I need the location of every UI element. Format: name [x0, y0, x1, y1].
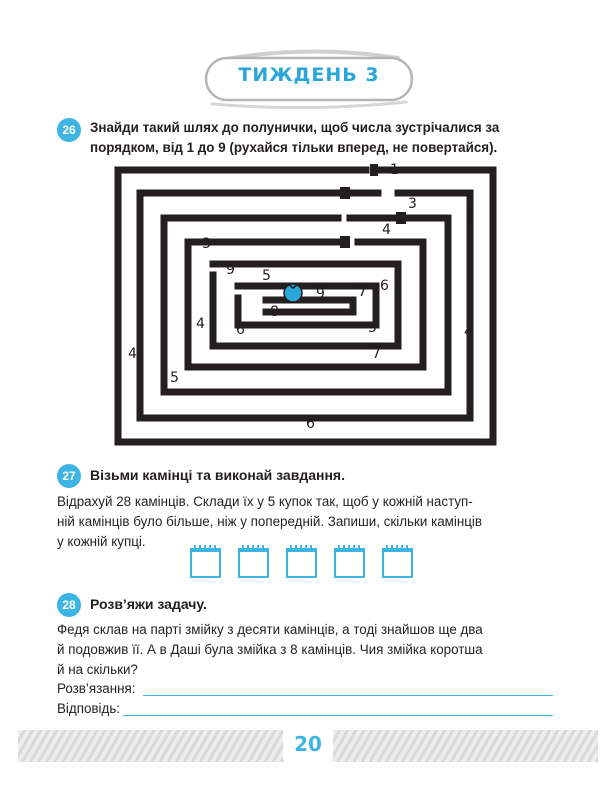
task-27-line-2: ній камінців було більше, ніж у попередній. Запиши, скільки камінців [57, 514, 483, 529]
answer-line[interactable] [123, 715, 553, 716]
maze-label: 6 [380, 278, 389, 294]
task-28-line-1: Федя склав на парті змійку з десяти камінців, а тоді знайшов ще два [57, 622, 483, 637]
answer-box-2[interactable] [238, 548, 269, 578]
task-26-line-1: Знайди такий шлях до полунички, щоб числа зустрічалися за [90, 120, 500, 135]
solution-row [57, 681, 557, 701]
maze-label: 9 [226, 262, 235, 278]
task-26-text [90, 118, 560, 158]
maze-label: 5 [368, 320, 377, 336]
task-27-line-3: у кожній купці. [57, 534, 146, 549]
task-number-26: 26 [57, 118, 81, 142]
maze-label: 4 [464, 324, 473, 340]
task-26-line-2: порядком, від 1 до 9 (рухайся тільки вперед, не повертайся). [90, 140, 498, 155]
maze-walls [108, 160, 508, 450]
solution-line[interactable] [143, 695, 553, 696]
answer-label: Відповідь: [57, 701, 121, 716]
maze-label: 3 [408, 196, 417, 212]
maze-label: 2 [466, 210, 475, 226]
maze-label: 2 [160, 224, 169, 240]
solution-label: Розв’язання: [57, 681, 136, 696]
maze-label: 9 [316, 286, 325, 302]
maze-label: 1 [390, 162, 399, 178]
task-27-text [57, 492, 557, 552]
page-title: ТИЖДЕНЬ 3 [238, 64, 380, 86]
task-28-title: Розв’яжи задачу. [90, 596, 207, 612]
maze-label: 4 [196, 316, 205, 332]
page-number: 20 [294, 732, 322, 756]
task-27-title: Візьми камінці та виконай завдання. [90, 467, 345, 483]
answer-boxes [190, 548, 430, 584]
maze-label: 8 [270, 304, 279, 320]
answer-box-1[interactable] [190, 548, 221, 578]
task-28-text [57, 620, 557, 680]
maze-label: 7 [358, 284, 367, 300]
strawberry-icon [284, 284, 302, 302]
maze-label: 4 [128, 346, 137, 362]
task-27-line-1: Відрахуй 28 камінців. Склади їх у 5 купок так, щоб у кожній наступ- [57, 494, 473, 509]
task-28-line-2: й подовжив її. А в Даші була змійка з 8 камінців. Чия змійка коротша [57, 642, 483, 657]
page-number-badge [283, 726, 333, 762]
week-header [200, 48, 418, 110]
maze-label: 3 [202, 236, 211, 252]
answer-box-5[interactable] [382, 548, 413, 578]
answer-row [57, 701, 557, 721]
maze-puzzle [108, 160, 508, 450]
task-number-28: 28 [57, 593, 81, 617]
maze-label: 6 [236, 322, 245, 338]
maze-label: 6 [306, 416, 315, 432]
task-28-line-3: й на скільки? [57, 662, 138, 677]
maze-label: 5 [170, 370, 179, 386]
maze-label: 7 [372, 346, 381, 362]
maze-label: 4 [382, 222, 391, 238]
answer-box-3[interactable] [286, 548, 317, 578]
answer-box-4[interactable] [334, 548, 365, 578]
task-number-27: 27 [57, 464, 81, 488]
maze-label: 5 [262, 268, 271, 284]
